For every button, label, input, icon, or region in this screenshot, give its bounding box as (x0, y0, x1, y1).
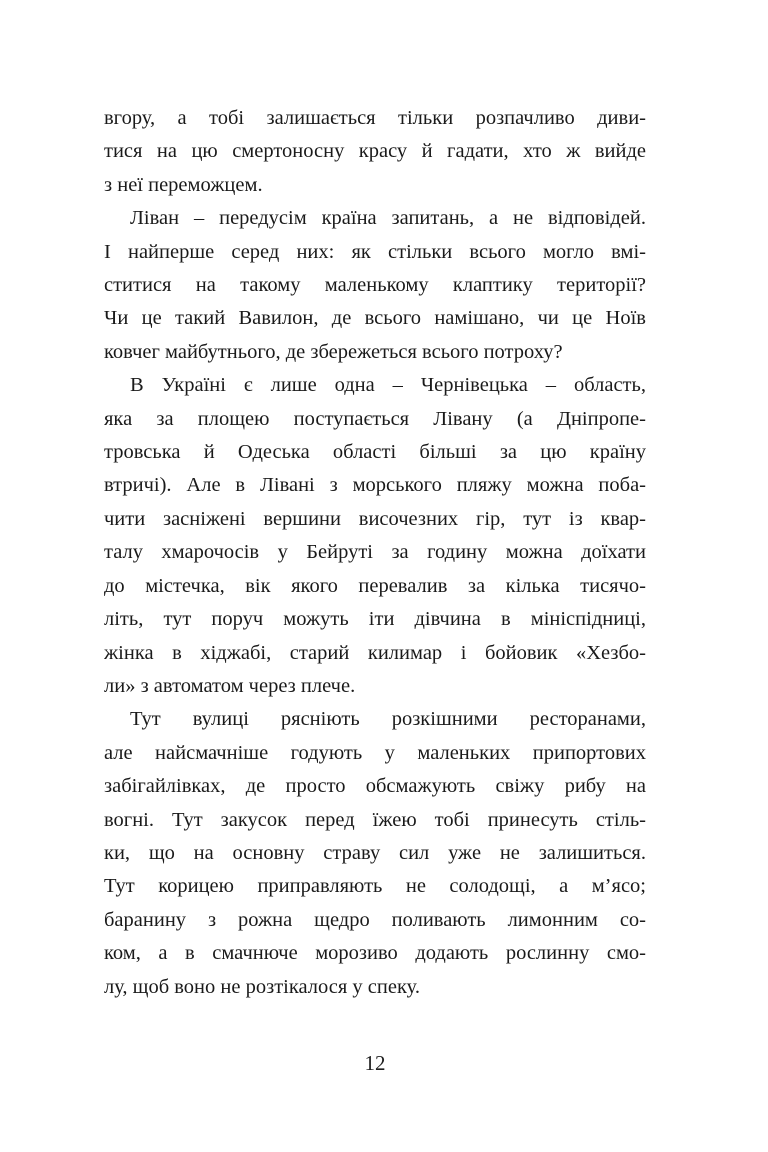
text-line: але найсмачніше годують у маленьких припортових (104, 741, 646, 764)
text-line: ковчег майбутнього, де збережеться всього потроху? (104, 340, 563, 363)
text-line: вогні. Тут закусок перед їжею тобі принесуть стіль- (104, 808, 646, 831)
text-line: чити засніжені вершини височезних гір, тут із квар- (104, 507, 646, 530)
text-line: тровська й Одеська області більші за цю країну (104, 441, 646, 464)
paragraph (104, 703, 646, 1004)
text-line: баранину з рожна щедро поливають лимонним со- (104, 908, 646, 931)
text-line: до містечка, вік якого перевалив за кілька тисячо- (104, 574, 646, 597)
text-line: ки, що на основну страву сил уже не залишиться. (104, 841, 646, 864)
text-line: забігайлівках, де просто обсмажують свіжу рибу на (104, 775, 646, 798)
text-line: Тут корицею приправляють не солодощі, а м’ясо; (104, 875, 646, 898)
paragraph (104, 369, 646, 703)
text-line: тися на цю смертоносну красу й гадати, хто ж вийде (104, 140, 646, 163)
text-line: талу хмарочосів у Бейруті за годину можна доїхати (104, 541, 646, 564)
text-line: втричі). Але в Лівані з морського пляжу можна поба- (104, 474, 646, 497)
paragraph (104, 102, 646, 202)
page-number: 12 (364, 1051, 386, 1075)
text-line: В Україні є лише одна – Чернівецька – область, (130, 374, 646, 397)
text-line: ститися на такому маленькому клаптику території? (104, 274, 646, 297)
text-line: ли» з автоматом через плече. (104, 674, 356, 697)
text-line: жінка в хіджабі, старий килимар і бойовик «Хезбо- (104, 641, 646, 664)
text-line: вгору, а тобі залишається тільки розпачливо диви- (104, 107, 646, 129)
text-line: ком, а в смачнюче морозиво додають рослинну смо- (104, 942, 646, 965)
text-line: Ліван – передусім країна запитань, а не відповідей. (130, 207, 646, 230)
text-line: яка за площею поступається Лівану (а Дніпропе- (104, 407, 646, 430)
text-line: Тут вулиці рясніють розкішними ресторанами, (130, 708, 646, 731)
text-line: І найперше серед них: як стільки всього могло вмі- (104, 240, 646, 263)
body-text (104, 102, 646, 1004)
text-line: з неї переможцем. (104, 173, 263, 196)
text-line: Чи це такий Вавилон, де всього намішано, чи це Ноїв (104, 307, 646, 330)
text-line: лу, щоб воно не розтікалося у спеку. (104, 975, 420, 998)
paragraph (104, 202, 646, 369)
text-line: літь, тут поруч можуть іти дівчина в мініспідниці, (104, 608, 646, 631)
